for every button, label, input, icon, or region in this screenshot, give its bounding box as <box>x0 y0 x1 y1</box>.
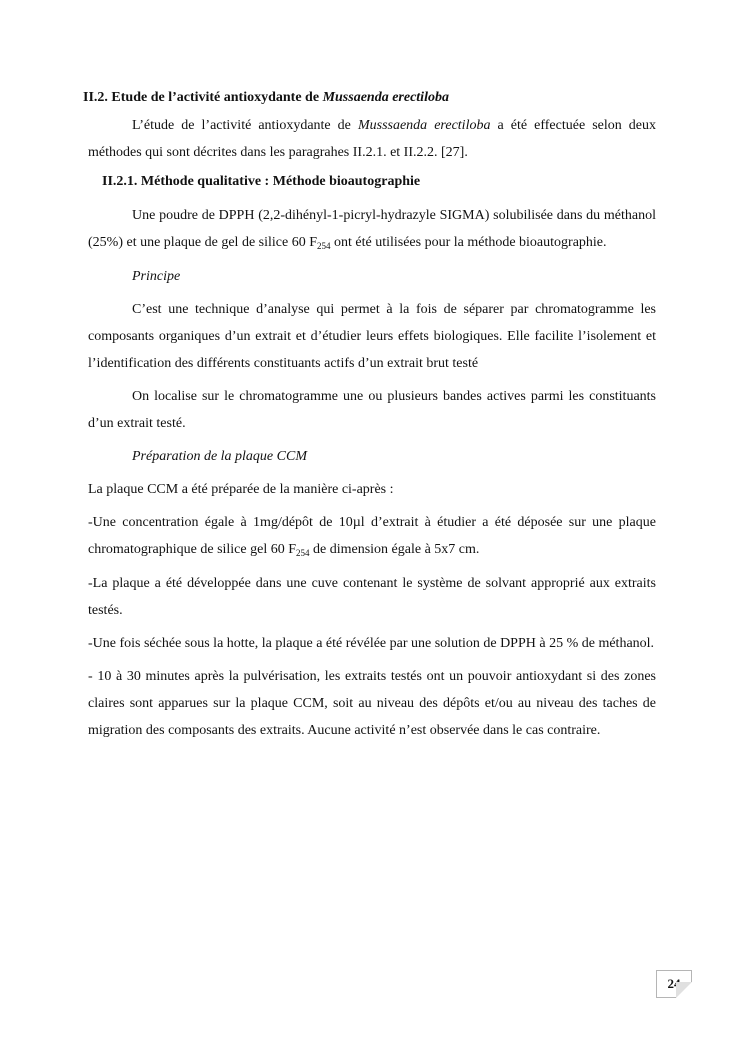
p5-text-before: -Une concentration égale à 1mg/dépôt de 10µl d’extrait à étudier a été déposée sur une plaque chromatographique de silice gel 60 F <box>88 515 656 557</box>
p5-text-after: de dimension égale à 5x7 cm. <box>309 542 480 557</box>
subsection-number: II.2.1. <box>102 174 138 189</box>
preparation-heading: Préparation de la plaque CCM <box>132 449 307 464</box>
p1-subscript: 254 <box>316 241 331 251</box>
paragraph-developpement: -La plaque a été développée dans une cuve contenant le système de solvant approprié aux extraits testés. <box>88 576 656 618</box>
page-content <box>83 88 657 744</box>
paragraph-principe: C’est une technique d’analyse qui permet à la fois de séparer par chromatogramme les composants organiques d’un extrait et d’étudier leurs effets biologiques. Elle facilite l’isolement et l’identification des différents constituants actifs d’un extrait brut testé <box>88 302 656 371</box>
subsection-heading <box>102 172 656 192</box>
section-title-species: Mussaenda erectiloba <box>322 90 449 105</box>
paragraph-resultat: - 10 à 30 minutes après la pulvérisation, les extraits testés ont un pouvoir antioxydant si des zones claires sont apparues sur la plaque CCM, soit au niveau des dépôts et/ou au niveau des taches de migration des composants des extraits. Aucune activité n’est observée dans le cas contraire. <box>88 669 656 738</box>
intro-text-after: a été effectuée selon deux méthodes qui sont décrites dans les paragrahes II.2.1. et II.2.2. [27]. <box>88 118 657 160</box>
p1-text-before: Une poudre de DPPH (2,2-dihényl-1-picryl-hydrazyle SIGMA) solubilisée dans du méthanol (25%) et une plaque de gel de silice 60 F <box>88 208 656 250</box>
paragraph-dpph <box>88 202 656 257</box>
subsection-title: Méthode qualitative : Méthode bioautographie <box>140 174 421 189</box>
page-number: 24 <box>656 970 692 998</box>
section-number: II.2. <box>83 90 108 105</box>
intro-paragraph <box>88 112 656 166</box>
intro-text-before: L’étude de l’activité antioxydante de <box>132 118 358 133</box>
paragraph-revelation: -Une fois séchée sous la hotte, la plaque a été révélée par une solution de DPPH à 25 % de méthanol. <box>88 636 655 651</box>
principe-heading: Principe <box>132 269 181 284</box>
paragraph-concentration <box>88 509 656 564</box>
p5-subscript: 254 <box>296 548 310 558</box>
p1-text-after: ont été utilisées pour la méthode bioautographie. <box>330 235 607 250</box>
paragraph-chromatogramme: On localise sur le chromatogramme une ou plusieurs bandes actives parmi les constituants d’un extrait testé. <box>88 389 656 431</box>
section-heading <box>83 88 656 108</box>
section-title <box>111 90 449 105</box>
section-title-text: Etude de l’activité antioxydante de <box>111 90 323 105</box>
intro-species: Musssaenda erectiloba <box>357 118 491 133</box>
paragraph-plaque-intro: La plaque CCM a été préparée de la manière ci-après : <box>88 482 394 497</box>
